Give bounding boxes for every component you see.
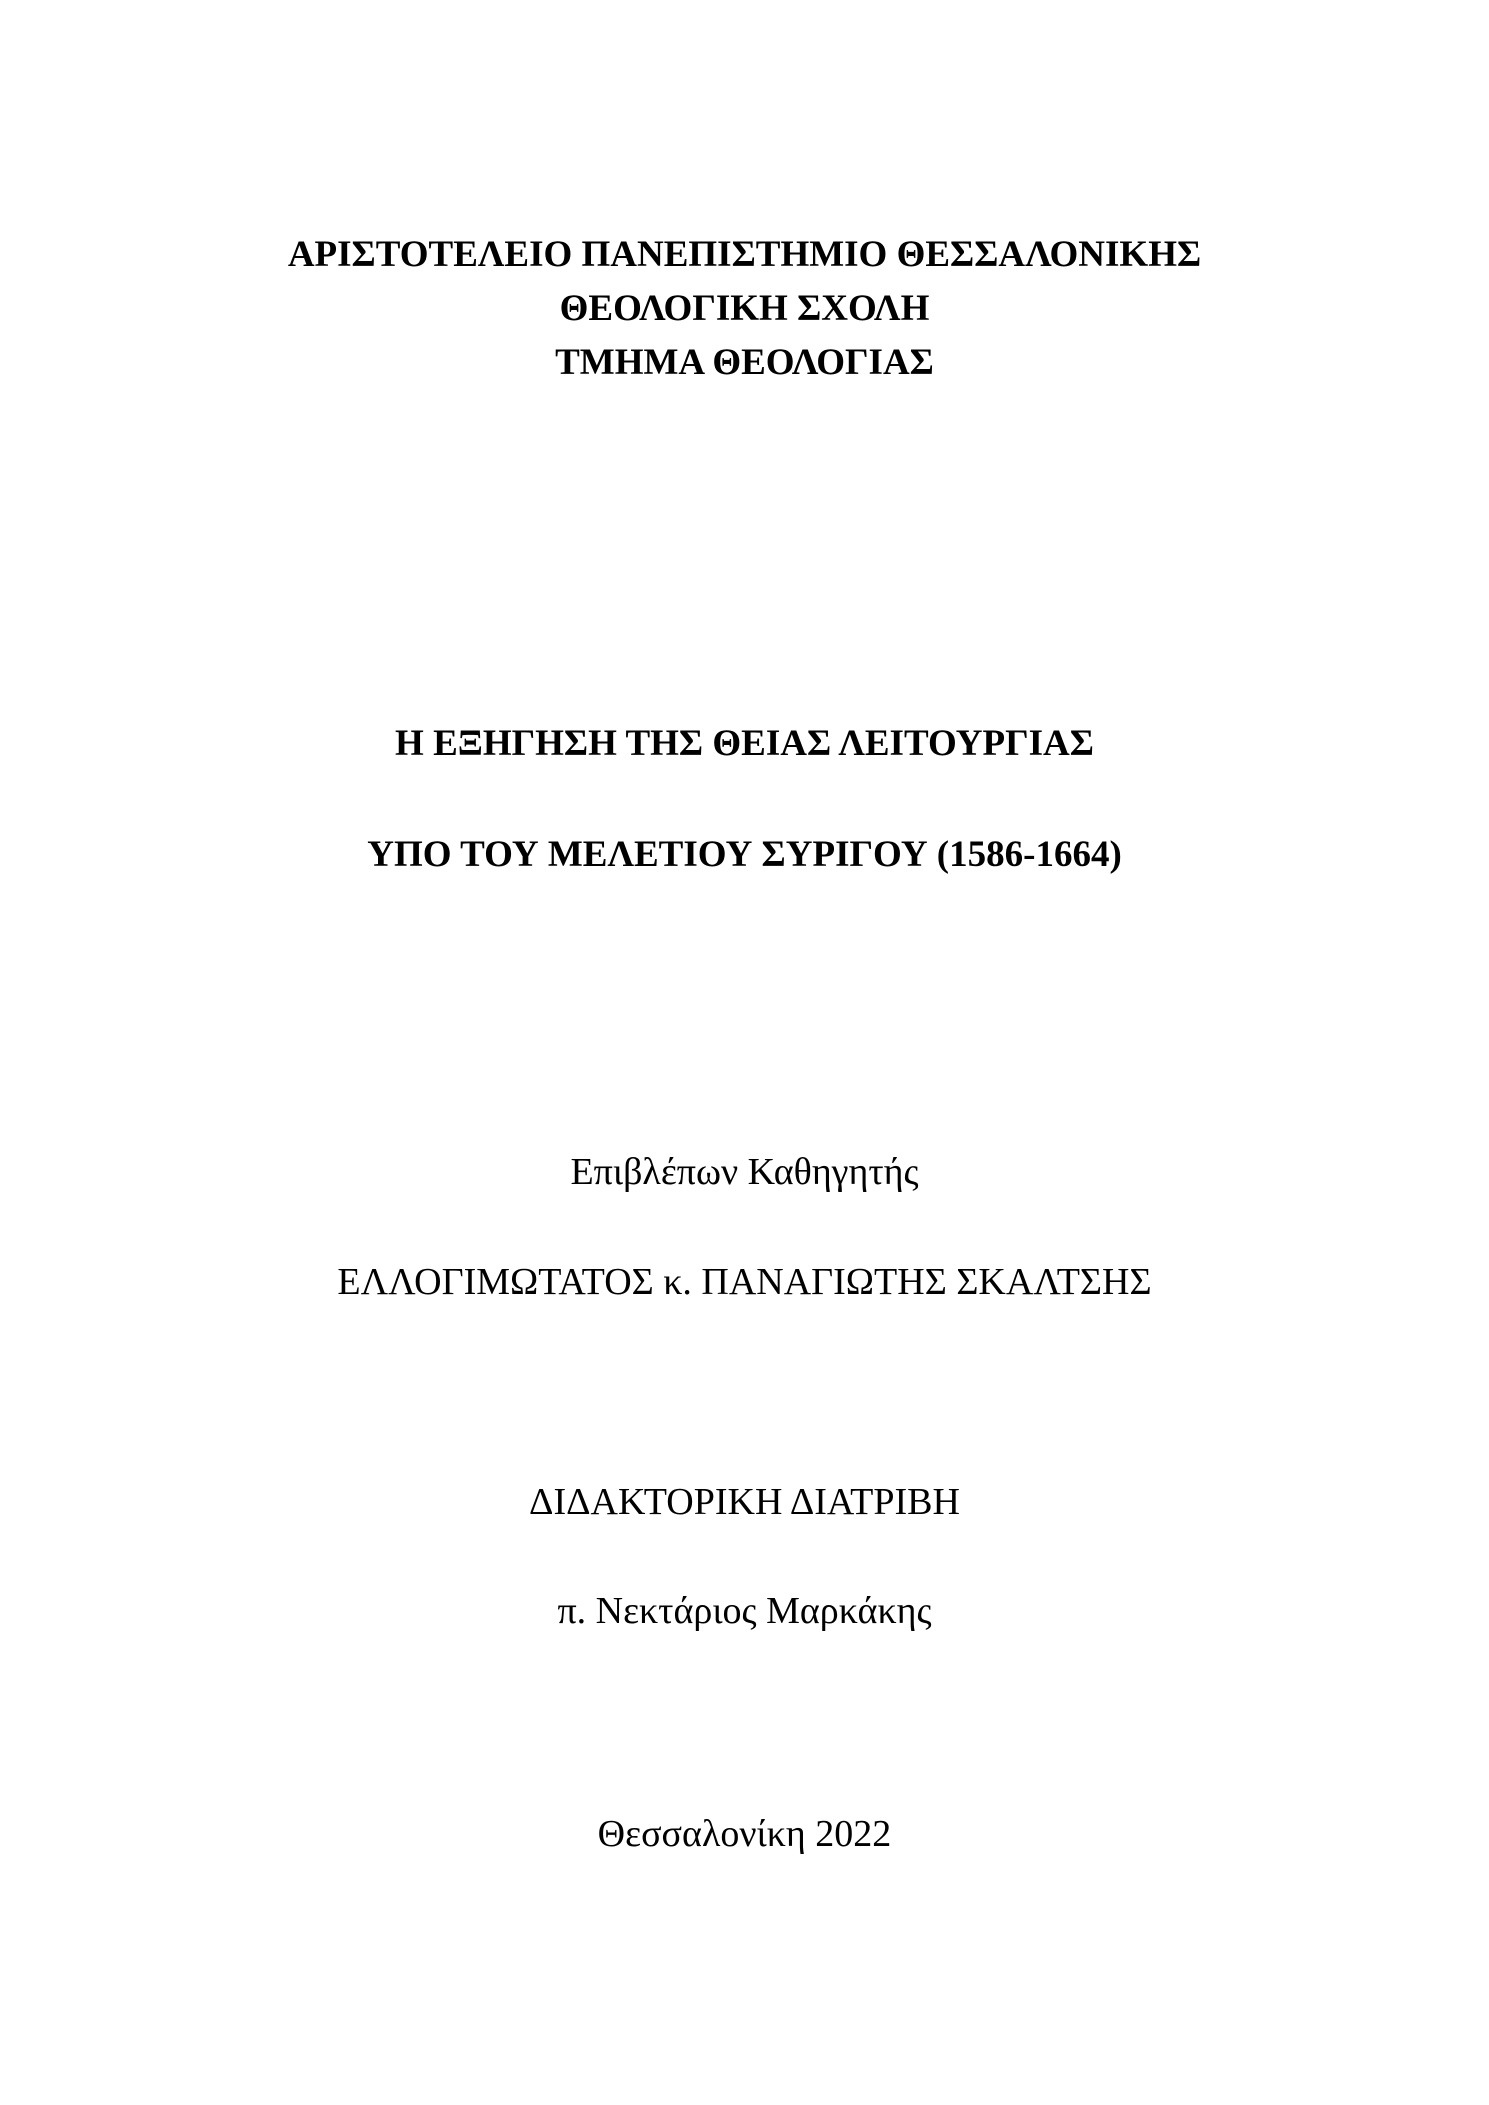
document-type: ΔΙΔΑΚΤΟΡΙΚΗ ΔΙΑΤΡΙΒΗ [529,1481,960,1523]
department-name: ΤΜΗΜΑ ΘΕΟΛΟΓΙΑΣ [555,342,934,383]
place-and-year: Θεσσαλονίκη 2022 [597,1813,892,1855]
author-name: π. Νεκτάριος Μαρκάκης [557,1590,932,1632]
school-name: ΘΕΟΛΟΓΙΚΗ ΣΧΟΛΗ [559,288,930,329]
university-name: ΑΡΙΣΤΟΤΕΛΕΙΟ ΠΑΝΕΠΙΣΤΗΜΙΟ ΘΕΣΣΑΛΟΝΙΚΗΣ [287,234,1202,275]
thesis-title-line-2: ΥΠΟ ΤΟΥ ΜΕΛΕΤΙΟΥ ΣΥΡΙΓΟΥ (1586-1664) [367,834,1122,875]
supervisor-name: ΕΛΛΟΓΙΜΩΤΑΤΟΣ κ. ΠΑΝΑΓΙΩΤΗΣ ΣΚΑΛΤΣΗΣ [337,1261,1152,1303]
supervisor-label: Επιβλέπων Καθηγητής [570,1151,919,1193]
thesis-title-line-1: Η ΕΞΗΓΗΣΗ ΤΗΣ ΘΕΙΑΣ ΛΕΙΤΟΥΡΓΙΑΣ [395,723,1094,764]
